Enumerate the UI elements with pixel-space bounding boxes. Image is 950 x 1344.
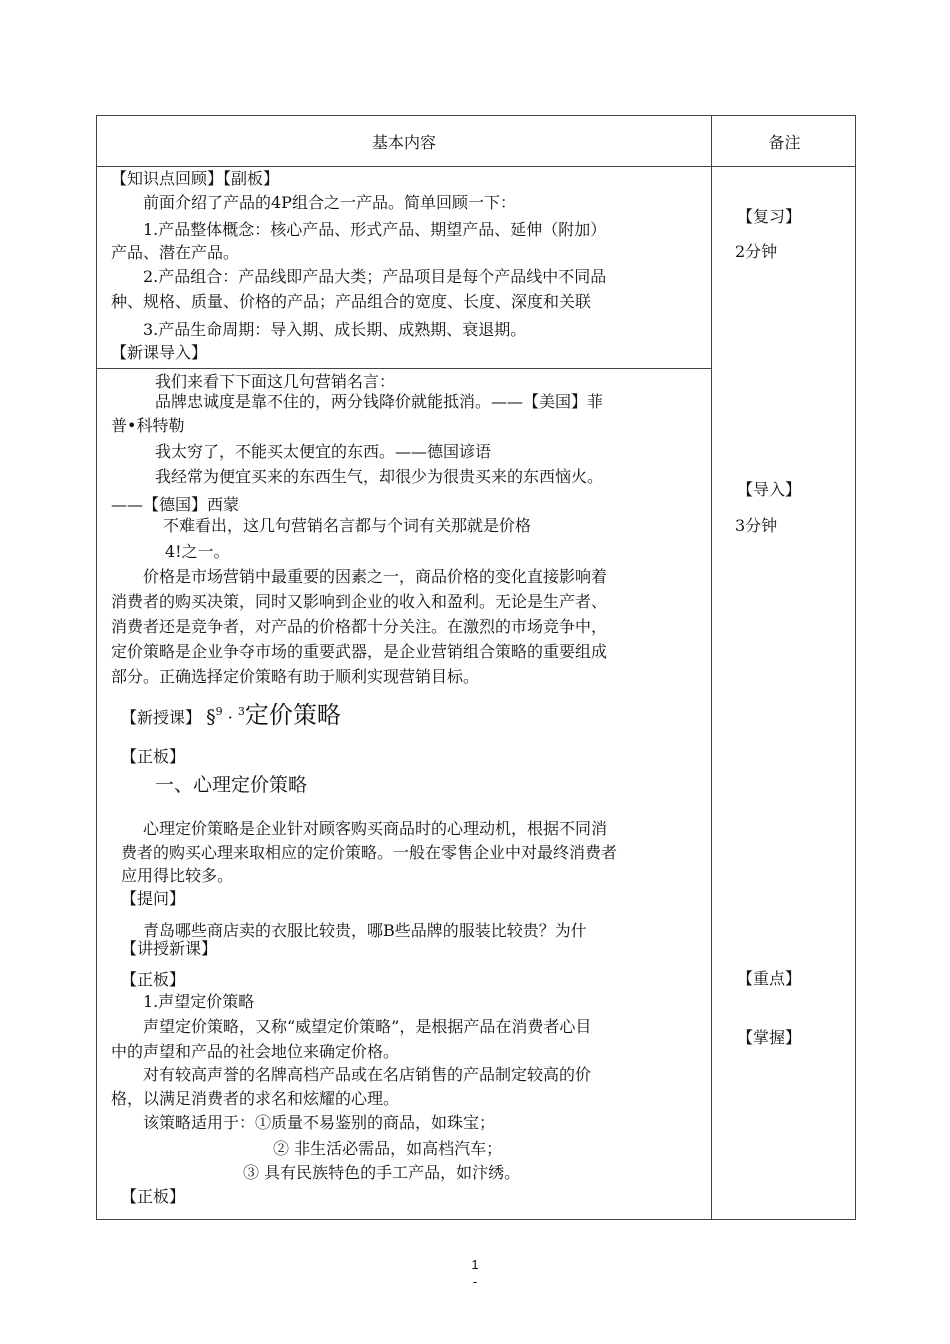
- strategy-heading: 一、心理定价策略: [155, 774, 308, 796]
- review-item2-line2: 种、规格、质量、价格的产品；产品组合的宽度、长度、深度和关联: [111, 292, 592, 311]
- new-lesson-tag: 【新课导入】: [111, 343, 208, 362]
- column-divider: [711, 116, 712, 1219]
- note-master-tag: 【掌握】: [737, 1028, 802, 1047]
- header-content: 基本内容: [371, 132, 436, 152]
- page-footer-dash: -: [472, 1274, 478, 1289]
- prestige-line3: 对有较高声誉的名牌高档产品或在名店销售的产品制定较高的价: [143, 1065, 592, 1084]
- page-number: 1: [471, 1257, 479, 1272]
- section-number-minor: 3: [237, 705, 245, 718]
- review-item1-line2: 产品、潜在产品。: [111, 243, 240, 262]
- section-number-major: 9: [215, 705, 223, 718]
- apply-line1: 该策略适用于：①质量不易鉴别的商品，如珠宝；: [143, 1113, 496, 1132]
- board-tag-2: 【正板】: [121, 970, 186, 989]
- lesson-tag: 【新授课】: [121, 708, 202, 727]
- review-item2-line1: 2.产品组合：产品线即产品大类；产品项目是每个产品线中不同品: [143, 267, 607, 286]
- intro-line1: 我们来看下下面这几句营销名言：: [155, 372, 396, 391]
- prestige-line2: 中的声望和产品的社会地位来确定价格。: [111, 1042, 400, 1061]
- intro-summary-end: 4!之一。: [165, 542, 230, 561]
- header-notes: 备注: [768, 132, 801, 152]
- note-key-tag: 【重点】: [737, 969, 802, 988]
- section-dot: ·: [227, 708, 233, 727]
- lesson-plan-table: [96, 115, 856, 1220]
- intro-quote1: 品牌忠诚度是靠不住的，两分钱降价就能抵消。——【美国】菲: [155, 392, 604, 411]
- review-tag: 【知识点回顾】【副板】: [111, 169, 280, 188]
- prestige-line1: 声望定价策略，又称“威望定价策略”，是根据产品在消费者心目: [143, 1017, 592, 1036]
- apply-line2: ② 非生活必需品，如高档汽车；: [273, 1139, 503, 1158]
- section-symbol: §: [206, 706, 216, 728]
- board-tag-1: 【正板】: [121, 747, 186, 766]
- intro-quote2: 我太穷了，不能买太便宜的东西。——德国谚语: [155, 442, 492, 461]
- price-para-line1: 价格是市场营销中最重要的因素之一，商品价格的变化直接影响着: [143, 567, 608, 586]
- price-para-line2: 消费者的购买决策，同时又影响到企业的收入和盈利。无论是生产者、: [111, 592, 608, 611]
- definition-line3: 应用得比较多。: [121, 866, 234, 885]
- intro-quote3: 我经常为便宜买来的东西生气，却很少为很贵买来的东西恼火。: [155, 467, 604, 486]
- apply-line3: ③ 具有民族特色的手工产品，如汴绣。: [243, 1163, 521, 1182]
- prestige-item: 1.声望定价策略: [143, 992, 255, 1011]
- board-tag-3: 【正板】: [121, 1187, 186, 1206]
- section-divider: [97, 368, 711, 369]
- review-item3: 3.产品生命周期：导入期、成长期、成熟期、衰退期。: [143, 320, 527, 339]
- definition-line1: 心理定价策略是企业针对顾客购买商品时的心理动机，根据不同消: [143, 819, 608, 838]
- prestige-line4: 格，以满足消费者的求名和炫耀的心理。: [111, 1089, 400, 1108]
- review-item1-line1: 1.产品整体概念：核心产品、形式产品、期望产品、延伸（附加）: [143, 220, 607, 239]
- ask-tag: 【提问】: [121, 889, 186, 908]
- note-review-tag: 【复习】: [737, 207, 802, 226]
- price-para-line5: 部分。正确选择定价策略有助于顺利实现营销目标。: [111, 667, 480, 686]
- note-review-time: 2分钟: [735, 242, 778, 261]
- teach-tag: 【讲授新课】: [121, 939, 218, 958]
- question-text: 青岛哪些商店卖的衣服比较贵，哪B些品牌的服装比较贵？为什: [143, 921, 587, 940]
- price-para-line3: 消费者还是竞争者，对产品的价格都十分关注。在激烈的市场竞争中，: [111, 617, 608, 636]
- intro-summary: 不难看出，这几句营销名言都与个词有关那就是价格: [163, 516, 532, 535]
- header-divider: [97, 166, 855, 167]
- lesson-heading: [121, 700, 341, 732]
- definition-line2: 费者的购买心理来取相应的定价策略。一般在零售企业中对最终消费者: [121, 843, 618, 862]
- note-intro-tag: 【导入】: [737, 480, 802, 499]
- lesson-title: 定价策略: [244, 701, 341, 729]
- intro-quote1-author: 普•科特勒: [111, 416, 185, 435]
- price-para-line4: 定价策略是企业争夺市场的重要武器，是企业营销组合策略的重要组成: [111, 642, 608, 661]
- review-intro: 前面介绍了产品的4P组合之一产品。简单回顾一下：: [143, 193, 516, 212]
- note-intro-time: 3分钟: [735, 516, 778, 535]
- intro-quote3-author: ——【德国】西蒙: [111, 495, 240, 514]
